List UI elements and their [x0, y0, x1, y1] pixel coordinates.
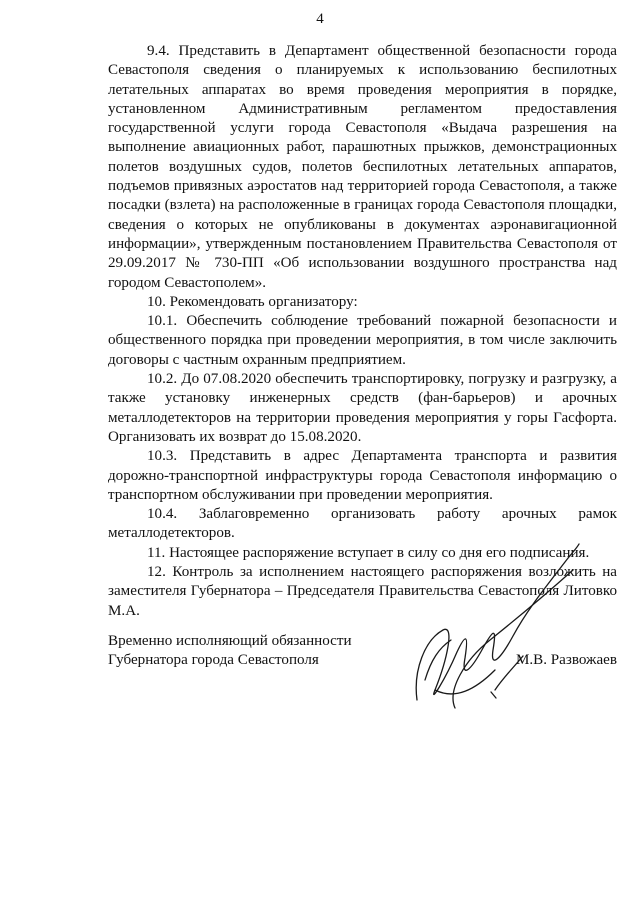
paragraph-9-4: 9.4. Представить в Департамент общественной безопасности города Севастополя сведения о планируемых к использованию беспилотных летательных аппаратах во время проведения мероприятия в порядке, установленном Административным регламентом предоставления государственной услуги города Севастополя «Выдача разрешения на выполнение авиационных работ, парашютных прыжков, демонстрационных полетов воздушных судов, полетов беспилотных летательных аппаратов, подъемов привязных аэростатов над территорией города Севастополя, а также посадки (взлета) на расположенные в границах города Севастополя площадки, сведения о которых не опубликованы в документах аэронавигационной информации», утвержденным постановлением Правительства Севастополя от 29.09.2017 № 730-ПП «Об использовании воздушного пространства над городом Севастополем».: [108, 43, 617, 291]
paragraph-12: 12. Контроль за исполнением настоящего распоряжения возложить на заместителя Губернатора – Председателя Правительства Севастополя Литовко М.А.: [108, 564, 617, 619]
document-body: [108, 42, 617, 621]
paragraph-10-2: 10.2. До 07.08.2020 обеспечить транспортировку, погрузку и разгрузку, а также установку инженерных средств (фан-барьеров) и арочных металлодетекторов на территории проведения мероприятия у горы Гасфорта. Организовать их возврат до 15.08.2020.: [108, 371, 617, 445]
signer-position-line1: Временно исполняющий обязанности: [108, 633, 352, 649]
paragraph-11: 11. Настоящее распоряжение вступает в силу со дня его подписания.: [147, 544, 590, 561]
paragraph-10: 10. Рекомендовать организатору:: [147, 293, 358, 310]
page-number: 4: [316, 11, 324, 27]
signer-name: М.В. Развожаев: [515, 652, 617, 668]
signer-position-line2: Губернатора города Севастополя: [108, 652, 319, 668]
signature-block: [108, 632, 617, 670]
paragraph-10-1: 10.1. Обеспечить соблюдение требований пожарной безопасности и общественного порядка при проведении мероприятия, в том числе заключить договоры с частным охранным предприятием.: [108, 313, 617, 368]
paragraph-10-4: 10.4. Заблаговременно организовать работу арочных рамок металлодетекторов.: [108, 506, 617, 542]
paragraph-10-3: 10.3. Представить в адрес Департамента транспорта и развития дорожно-транспортной инфраструктуры города Севастополя информацию о транспортном обслуживании при проведении мероприятия.: [108, 448, 617, 503]
